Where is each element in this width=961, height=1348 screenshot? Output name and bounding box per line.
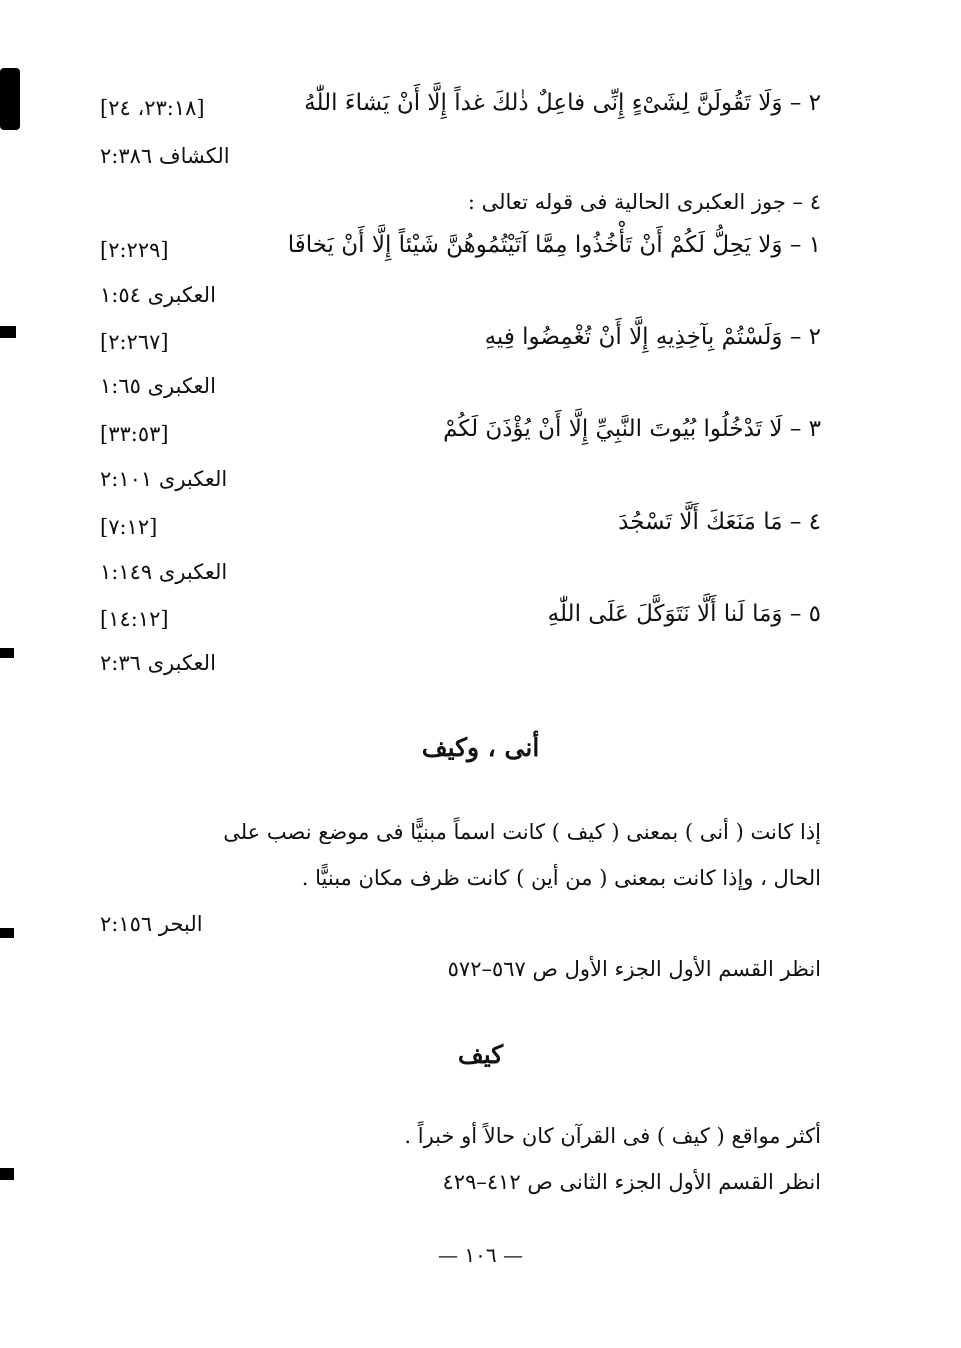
source-citation: العكبرى ٢:١٠١ bbox=[100, 467, 228, 491]
paragraph-line: الحال ، وإذا كانت بمعنى ( من أين ) كانت ظرف مكان مبنيًّا . bbox=[301, 866, 821, 890]
verse-reference: [٧:١٢] bbox=[100, 515, 158, 539]
verse-line: ١ – وَلا يَحِلُّ لَكُمْ أَنْ تَأْخُذُوا مِمَّا آتَيْتُمُوهُنَّ شَيْئاً إِلَّا أَنْ يَخافَا bbox=[287, 232, 821, 258]
source-citation: البحر ٢:١٥٦ bbox=[100, 912, 203, 936]
section-heading: أنى ، وكيف bbox=[421, 733, 540, 762]
paragraph-line: أكثر مواقع ( كيف ) فى القرآن كان حالاً أو خبراً . bbox=[404, 1124, 821, 1148]
verse-line: ٢ – وَلَسْتُمْ بِآخِذِيهِ إِلَّا أَنْ تُغْمِضُوا فِيهِ bbox=[484, 324, 821, 350]
verse-line: ٥ – وَمَا لَنا أَلَّا نَتَوَكَّلَ عَلَى اللّٰهِ bbox=[547, 601, 821, 627]
verse-reference: [٢٣:١٨، ٢٤] bbox=[100, 96, 205, 120]
verse-reference: [٣٣:٥٣] bbox=[100, 422, 169, 446]
source-citation: الكشاف ٢:٣٨٦ bbox=[100, 144, 230, 168]
scan-mark bbox=[0, 928, 14, 938]
paragraph-line: إذا كانت ( أنى ) بمعنى ( كيف ) كانت اسماً مبنيًّا فى موضع نصب على bbox=[223, 820, 821, 844]
verse-reference: [٢:٢٢٩] bbox=[100, 238, 169, 262]
verse-line: ٣ – لَا تَدْخُلُوا بُيُوتَ النَّبِيِّ إِلَّا أَنْ يُؤْذَنَ لَكُمْ bbox=[443, 416, 821, 442]
page-number: — ١٠٦ — bbox=[438, 1243, 523, 1267]
source-citation: العكبرى ١:٦٥ bbox=[100, 374, 216, 398]
verse-reference: [١٤:١٢] bbox=[100, 607, 169, 631]
cross-reference: انظر القسم الأول الجزء الأول ص ٥٦٧–٥٧٢ bbox=[447, 957, 821, 981]
source-citation: العكبرى ١:١٤٩ bbox=[100, 560, 228, 584]
text-line: ٤ – جوز العكبرى الحالية فى قوله تعالى : bbox=[467, 190, 821, 214]
scan-mark bbox=[0, 648, 14, 658]
cross-reference: انظر القسم الأول الجزء الثانى ص ٤١٢–٤٢٩ bbox=[442, 1170, 821, 1194]
scan-mark bbox=[0, 326, 16, 338]
source-citation: العكبرى ٢:٣٦ bbox=[100, 651, 216, 675]
scan-mark bbox=[0, 68, 20, 130]
verse-line: ٤ – مَا مَنَعَكَ أَلَّا تَسْجُدَ bbox=[618, 509, 821, 535]
verse-reference: [٢:٢٦٧] bbox=[100, 330, 169, 354]
source-citation: العكبرى ١:٥٤ bbox=[100, 283, 216, 307]
verse-line: ٢ – وَلَا تَقُولَنَّ لِشَىْءٍ إِنِّى فاعِلٌ ذٰلكَ غداً إِلَّا أَنْ يَشاءَ اللّٰهُ bbox=[304, 90, 821, 116]
section-heading: كيف bbox=[457, 1040, 504, 1069]
scan-mark bbox=[0, 1168, 14, 1180]
